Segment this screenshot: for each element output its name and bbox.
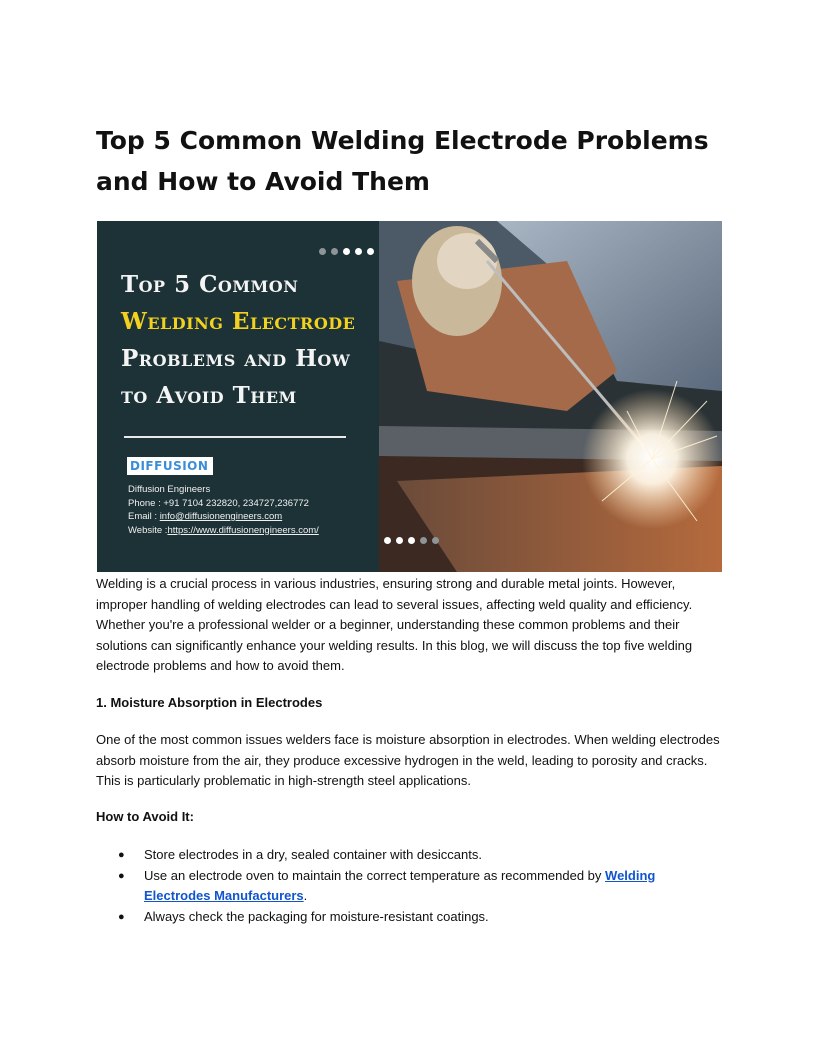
banner-dot [319,248,326,255]
banner-dot [408,537,415,544]
banner-title-line: Problems and How [121,345,351,372]
list-item-text: Store electrodes in a dry, sealed container with desiccants. [144,847,482,862]
website-value: https://www.diffusionengineers.com/ [167,524,319,536]
list-item-text: Use an electrode oven to maintain the correct temperature as recommended by [144,867,606,883]
banner-dot [343,248,350,255]
banner-dot [384,537,391,544]
page-title: Top 5 Common Welding Electrode Problems and How to Avoid Them [96,126,709,196]
company-website-row [128,524,378,538]
website-label: Website : [128,524,168,536]
email-label: Email : [128,511,160,522]
banner-title-line: to Avoid Them [121,382,297,409]
avoid-list [96,845,716,927]
company-email-row [128,510,378,524]
bullet-icon: ● [118,910,125,923]
banner-dot [432,537,439,544]
list-item [96,907,716,928]
list-item [96,866,716,907]
list-item-text: Always check the packaging for moisture-resistant coatings. [144,908,489,924]
banner-dot [396,537,403,544]
list-item-text-end: . [303,888,308,903]
banner-dots-bottom [384,537,439,544]
intro-paragraph: Welding is a crucial process in various industries, ensuring strong and durable metal joints. However, improper handling of welding electrodes can lead to several issues, affecting weld quality and efficiency. Whether you're a professional welder or a beginner, understanding these common problems and their solutions can significantly enhance your welding results. In this blog, we will discuss the top five welding electrode problems and how to avoid them. [96,576,693,673]
banner-divider [124,436,346,438]
banner-dot [331,248,338,255]
section-paragraph: One of the most common issues welders face is moisture absorption in electrodes. When welding electrodes absorb moisture from the air, they produce excessive hydrogen in the weld, leading to porosity and cracks. This is particularly problematic in high-strength steel applications. [96,732,720,788]
banner-title-highlight: Welding Electrode [121,308,356,335]
banner-dot [355,248,362,255]
banner-title-line: Top 5 Common [121,271,299,298]
avoid-heading: How to Avoid It: [96,809,194,824]
diffusion-logo: DIFFUSION [127,457,213,475]
banner-dot [420,537,427,544]
bullet-icon: ● [118,869,125,882]
email-value: info@diffusionengineers.com [159,511,283,522]
hero-banner-image [97,221,722,572]
section-heading: 1. Moisture Absorption in Electrodes [96,695,323,710]
company-name: Diffusion Engineers [128,484,211,495]
company-phone: Phone : +91 7104 232820, 234727,236772 [128,497,309,509]
company-contact [128,483,378,537]
welding-electrodes-manufacturers-link[interactable]: Welding Electrodes Manufacturers [144,867,656,903]
bullet-icon: ● [118,849,125,861]
list-item [96,845,716,866]
banner-dot [367,248,374,255]
banner-dots-top [319,248,374,255]
banner-title [121,266,371,414]
